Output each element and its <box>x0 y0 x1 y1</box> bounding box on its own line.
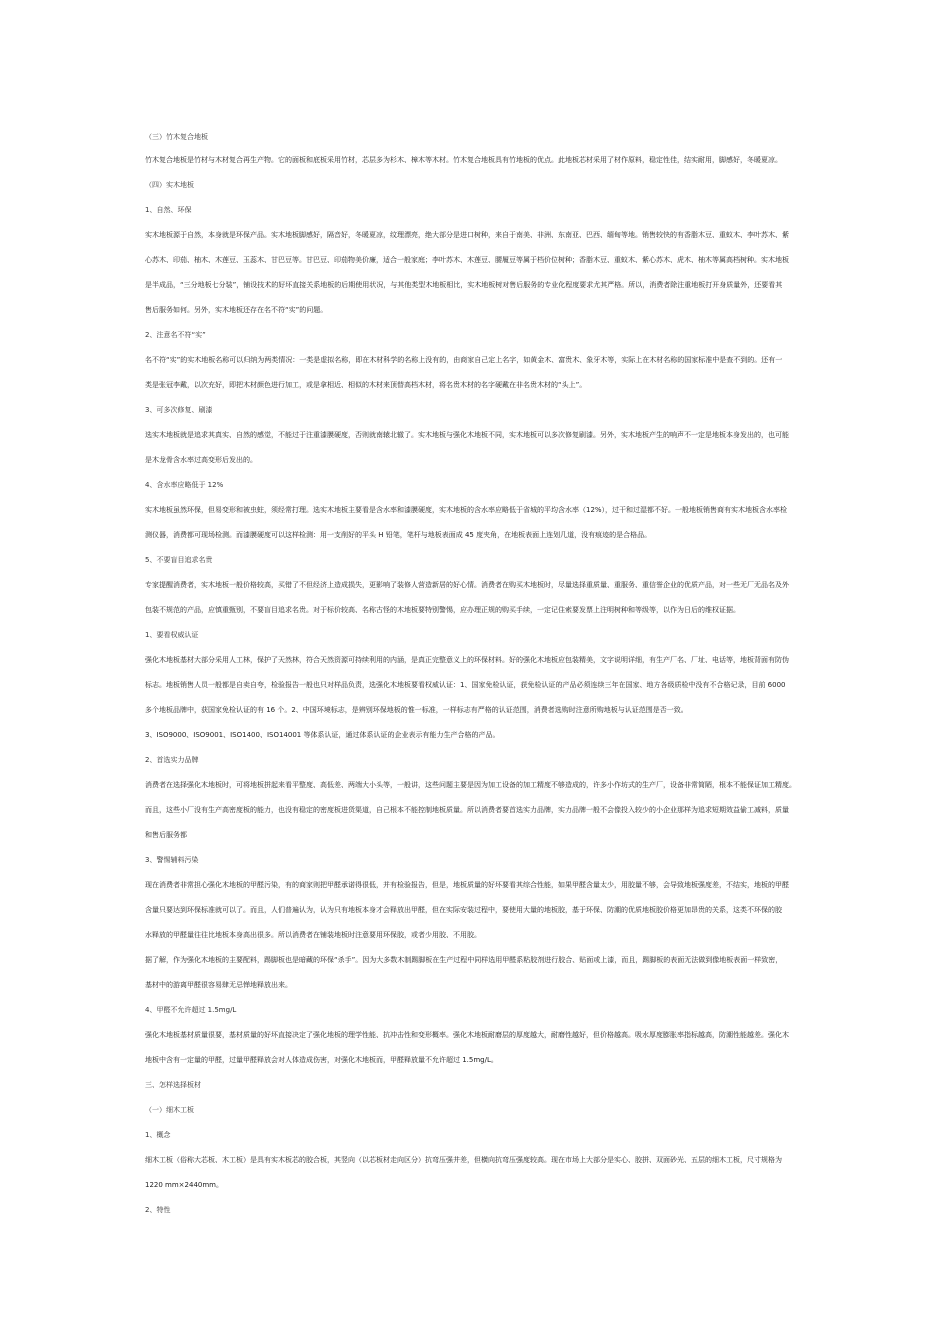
paragraph-line: 测仪器，消费都可现场检测。而漆膜硬度可以这样检测：用一支削好的平头 H 铅笔，笔杆与地板表面成 45 度夹角，在地板表面上连划几道，没有痕迹的是合格品。 <box>145 531 652 539</box>
paragraph-line: 基材中的游离甲醛很容易肆无忌惮地释放出来。 <box>145 981 292 989</box>
section-heading: 2、首选实力品牌 <box>145 756 199 764</box>
paragraph-line: 选实木地板就是追求其真实、自然的感觉，不能过于注重漆膜硬度，否则就南辕北辙了。实木地板与强化木地板不同，实木地板可以多次修复刷漆。另外，实木地板产生的响声不一定是地板本身发出的，也可能 <box>145 431 789 439</box>
paragraph-line: 类是张冠李戴，以次充好，即把木材颜色进行加工，或是拿相近、相似的木材来顶替高档木材，将名贵木材的名字硬戴在非名贵木材的“头上”。 <box>145 381 587 389</box>
section-heading: 1、概念 <box>145 1131 171 1139</box>
section-heading: 5、不要盲目追求名贵 <box>145 556 213 564</box>
section-heading: 4、含水率应略低于 12% <box>145 481 224 489</box>
section-heading: （三）竹木复合地板 <box>145 133 208 141</box>
paragraph-line: 竹木复合地板是竹材与木材复合再生产物。它的面板和底板采用竹材，芯层多为杉木、樟木等木材。竹木复合地板具有竹地板的优点。此地板芯材采用了材作原料，稳定性佳，结实耐用，脚感好，冬暖夏凉。 <box>145 156 782 164</box>
paragraph-line: 实木地板虽然环保，但易变形和被虫蛀，须经常打理。选实木地板主要看是含水率和漆膜硬度，实木地板的含水率应略低于省城的平均含水率（12%），过干和过湿都不好。一般地板销售商有实木地板含水率检 <box>145 506 788 514</box>
paragraph-line: 而且，这些小厂没有生产高密度板的能力，也没有稳定的密度板进货渠道，自己根本不能控制地板质量。所以消费者要首选实力品牌，实力品牌一般不会像投入较少的小企业那样为追求短期效益偷工减料，质量 <box>145 806 789 814</box>
paragraph-line: 名不符“实”的实木地板名称可以归纳为两类情况：一类是虚拟名称，即在木材科学的名称上没有的，由商家自己定上名字，如黄金木、富贵木、象牙木等，实际上在木材名称的国家标准中是查不到的。还有一 <box>145 356 783 364</box>
paragraph-line: 是木龙骨含水率过高变形后发出的。 <box>145 456 257 464</box>
paragraph-line: 和售后服务都 <box>145 831 187 839</box>
paragraph-line: 1220 mm×2440mm。 <box>145 1181 223 1189</box>
paragraph-line: 心苏木、印茄、柚木、木莲豆、玉蕊木、甘巴豆等。甘巴豆、印茄物美价廉，适合一般家庭；李叶苏木、木莲豆、腰履豆等属于档价位树种；香脂木豆、重蚁木、紫心苏木、虎木、柚木等属高档树种。实木地板 <box>145 256 789 264</box>
section-heading: 4、甲醛不允许超过 1.5mg/L <box>145 1006 237 1014</box>
paragraph-line: 售后服务如何。另外，实木地板还存在名不符“实”的问题。 <box>145 306 328 314</box>
paragraph-line: 实木地板源于自然，本身就是环保产品。实木地板脚感好，隔音好，冬暖夏凉，纹理漂亮，绝大部分是进口树种，来自于南美、非洲、东南亚、巴西、缅甸等地。销售较快的有香脂木豆、重蚁木、李叶苏木、紫 <box>145 231 789 239</box>
paragraph-line: 多个地板品牌中，获国家免检认证的有 16 个。2、中国环境标志，是辨别环保地板的惟一标准，一样标志有严格的认证范围，消费者选购时注意所购地板与认证范围是否一致。 <box>145 706 688 714</box>
paragraph-line: 专家提醒消费者，实木地板一般价格较高，买错了不但经济上造成损失，更影响了装修人营造新居的好心情。消费者在购买木地板时，尽量选择重质量、重服务、重信誉企业的优质产品，对一些无厂无品名及外 <box>145 581 789 589</box>
paragraph-line: 是半成品，“三分地板七分装”，铺设技术的好坏直接关系地板的后期使用状况，与其他类型木地板相比，实木地板树对售后服务的专业化程度要求尤其严格。所以，消费者除注重地板打开身质量外，还要看其 <box>145 281 783 289</box>
paragraph-line: 3、ISO9000、ISO9001、ISO1400、ISO14001 等体系认证，通过体系认证的企业表示有能力生产合格的产品。 <box>145 731 500 739</box>
section-heading: （四）实木地板 <box>145 181 194 189</box>
paragraph-line: 包装不规范的产品，应慎重甄别，不要盲目追求名贵。对于标价较高、名称古怪的木地板要特别警惕，应办理正规的购买手续，一定记住索要发票上注明树种和等级等，以作为日后的维权证据。 <box>145 606 740 614</box>
section-heading: 2、特性 <box>145 1206 171 1214</box>
section-heading: 2、注意名不符“实” <box>145 331 206 339</box>
paragraph-line: 现在消费者非常担心强化木地板的甲醛污染，有的商家则把甲醛承诺得很低，并有检验报告，但是，地板质量的好坏要看其综合性能，如果甲醛含量太少，用胶量不够，会导致地板强度差，不结实，地板的甲醛 <box>145 881 789 889</box>
paragraph-line: 细木工板（俗称大芯板、木工板）是具有实木板芯的胶合板，其竖向（以芯板材走向区分）抗弯压强井差，但横向抗弯压强度较高。现在市场上大部分是实心、胶拼、双面砂光、五层的细木工板，尺寸规格为 <box>145 1156 782 1164</box>
paragraph-line: 强化木地板基材质量很要，基材质量的好坏直接决定了强化地板的理学性能、抗冲击性和变形概率。强化木地板耐磨层的厚度越大，耐磨性越好，但价格越高。吸水厚度膨胀率指标越高，防潮性能越差。强化木 <box>145 1031 789 1039</box>
section-heading: 三、怎样选择板材 <box>145 1081 201 1089</box>
section-heading: 1、要看权威认证 <box>145 631 199 639</box>
paragraph-line: 据了解，作为强化木地板的主要配料，踢脚板也是暗藏的环保“杀手”。因为大多数木制踢脚板在生产过程中同样选用甲醛系粘胶剂进行胶合、贴面或上漆，而且，踢脚板的表面无法做到像地板表面一样致密， <box>145 956 783 964</box>
paragraph-line: 消费者在选择强化木地板时，可将地板拼起来看平整度、高低差、两端大小头等，一般讲，这些问题主要是因为加工设备的加工精度不够造成的，许多小作坊式的生产厂，设备非常简陋，根本不能保证加工精度。 <box>145 781 796 789</box>
paragraph-line: 地板中含有一定量的甲醛，过量甲醛释放会对人体造成伤害，对强化木地板而，甲醛释放量不允许超过 1.5mg/L。 <box>145 1056 498 1064</box>
paragraph-line: 标志。地板销售人员一般都是自卖自夸，检验报告一般也只对样品负责，选强化木地板要看权威认证：1、国家免检认证，获免检认证的产品必须连续三年在国家、地方各级质检中没有不合格记录，目前 6000 <box>145 681 786 689</box>
section-heading: 3、可多次修复、刷漆 <box>145 406 213 414</box>
section-heading: 1、自然、环保 <box>145 206 192 214</box>
paragraph-line: 含量只要达到环保标准就可以了。而且，人们普遍认为，认为只有地板本身才会释放出甲醛，但在实际安装过程中，要使用大量的地板胶，基于环保、防潮的优质地板胶价格更加昂贵的关系，这类不环保的胶 <box>145 906 782 914</box>
section-heading: 3、警惕辅料污染 <box>145 856 199 864</box>
section-heading: （一）细木工板 <box>145 1106 194 1114</box>
paragraph-line: 强化木地板基材大部分采用人工林，保护了天然林，符合天然资源可持续利用的内涵，是真正完整意义上的环保材料。好的强化木地板应包装精美，文字说明详细，有生产厂名、厂址、电话等，地板背面有防伪 <box>145 656 789 664</box>
paragraph-line: 水释放的甲醛量往往比地板本身高出很多。所以消费者在铺装地板时注意要用环保胶，或者少用胶、不用胶。 <box>145 931 481 939</box>
